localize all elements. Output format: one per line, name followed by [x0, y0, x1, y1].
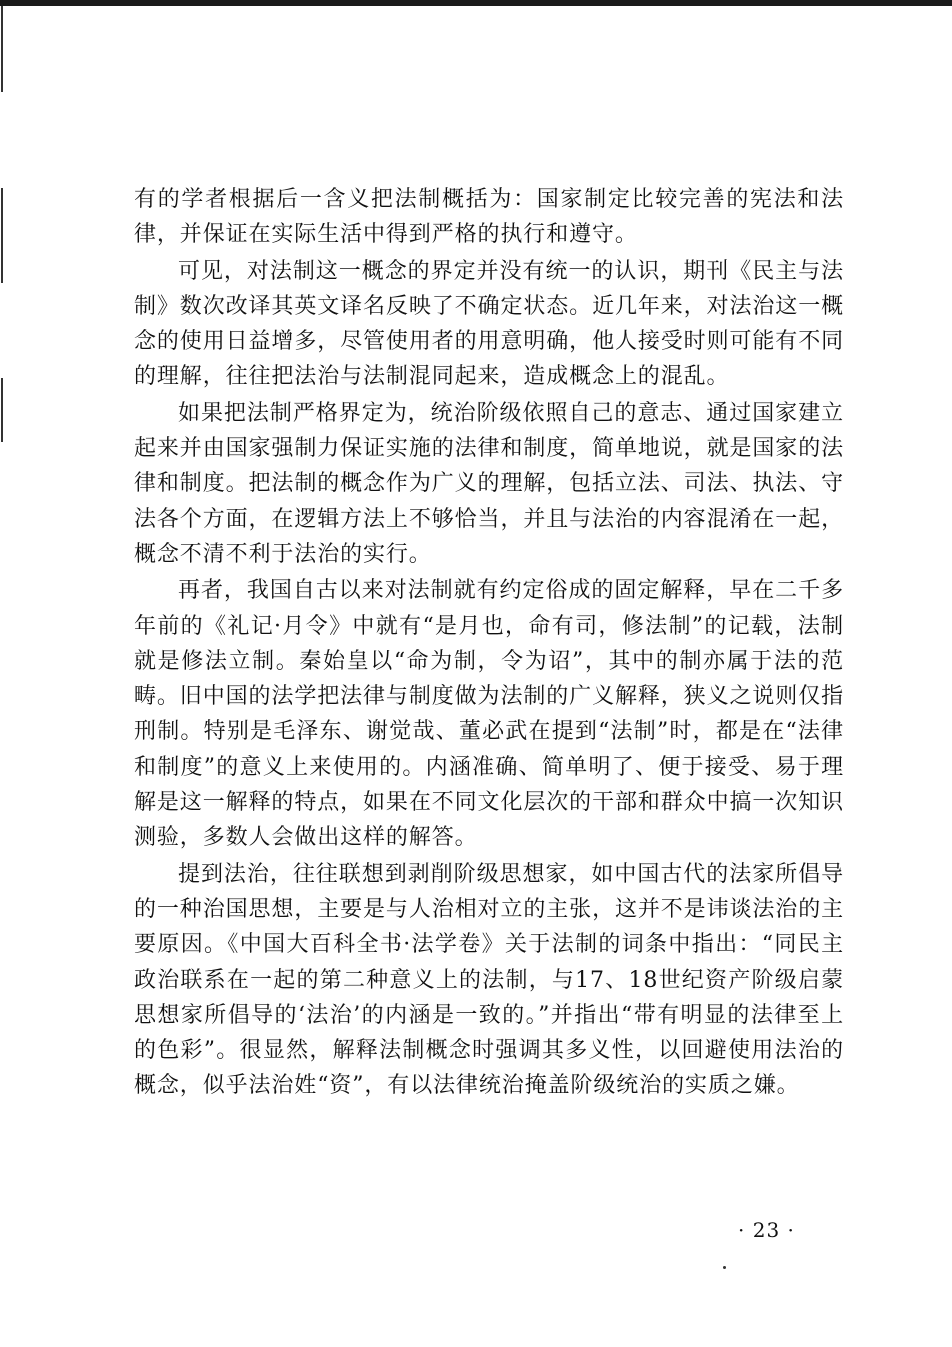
top-border-rule — [0, 0, 952, 6]
page-body — [134, 182, 844, 1105]
scan-speck — [723, 1266, 726, 1269]
paragraph-4: 再者，我国自古以来对法制就有约定俗成的固定解释，早在二千多年前的《礼记·月令》中就有“是月也，命有司，修法制”的记载，法制就是修法立制。秦始皇以“命为制，令为诏”，其中的制亦属于法的范畴。旧中国的法学把法律与制度做为法制的广义解释，狭义之说则仅指刑制。特别是毛泽东、谢觉哉、董必武在提到“法制”时，都是在“法律和制度”的意义上来使用的。内涵准确、简单明了、便于接受、易于理解是这一解释的特点，如果在不同文化层次的干部和群众中搞一次知识测验，多数人会做出这样的解答。 — [134, 578, 844, 851]
left-margin-mark — [1, 6, 3, 92]
left-margin-mark — [1, 378, 3, 442]
paragraph-3: 如果把法制严格界定为，统治阶级依照自己的意志、通过国家建立起来并由国家强制力保证实施的法律和制度，简单地说，就是国家的法律和制度。把法制的概念作为广义的理解，包括立法、司法、执法、守法各个方面，在逻辑方法上不够恰当，并且与法治的内容混淆在一起，概念不清不利于法治的实行。 — [134, 400, 844, 567]
paragraph-1: 有的学者根据后一含义把法制概括为：国家制定比较完善的宪法和法律，并保证在实际生活中得到严格的执行和遵守。 — [134, 187, 844, 248]
page-number: · 23 · — [738, 1218, 795, 1242]
left-margin-mark — [1, 188, 3, 283]
paragraph-5: 提到法治，往往联想到剥削阶级思想家，如中国古代的法家所倡导的一种治国思想，主要是与人治相对立的主张，这并不是讳谈法治的主要原因。《中国大百科全书·法学卷》关于法制的词条中指出：“同民主政治联系在一起的第二种意义上的法制，与17、18世纪资产阶级启蒙思想家所倡导的‘法治’的内涵是一致的。”并指出“带有明显的法律至上的色彩”。很显然，解释法制概念时强调其多义性，以回避使用法治的概念，似乎法治姓“资”，有以法律统治掩盖阶级统治的实质之嫌。 — [134, 861, 844, 1099]
paragraph-2: 可见，对法制这一概念的界定并没有统一的认识，期刊《民主与法制》数次改译其英文译名反映了不确定状态。近几年来，对法治这一概念的使用日益增多，尽管使用者的用意明确，他人接受时则可能有不同的理解，往往把法治与法制混同起来，造成概念上的混乱。 — [134, 258, 844, 390]
